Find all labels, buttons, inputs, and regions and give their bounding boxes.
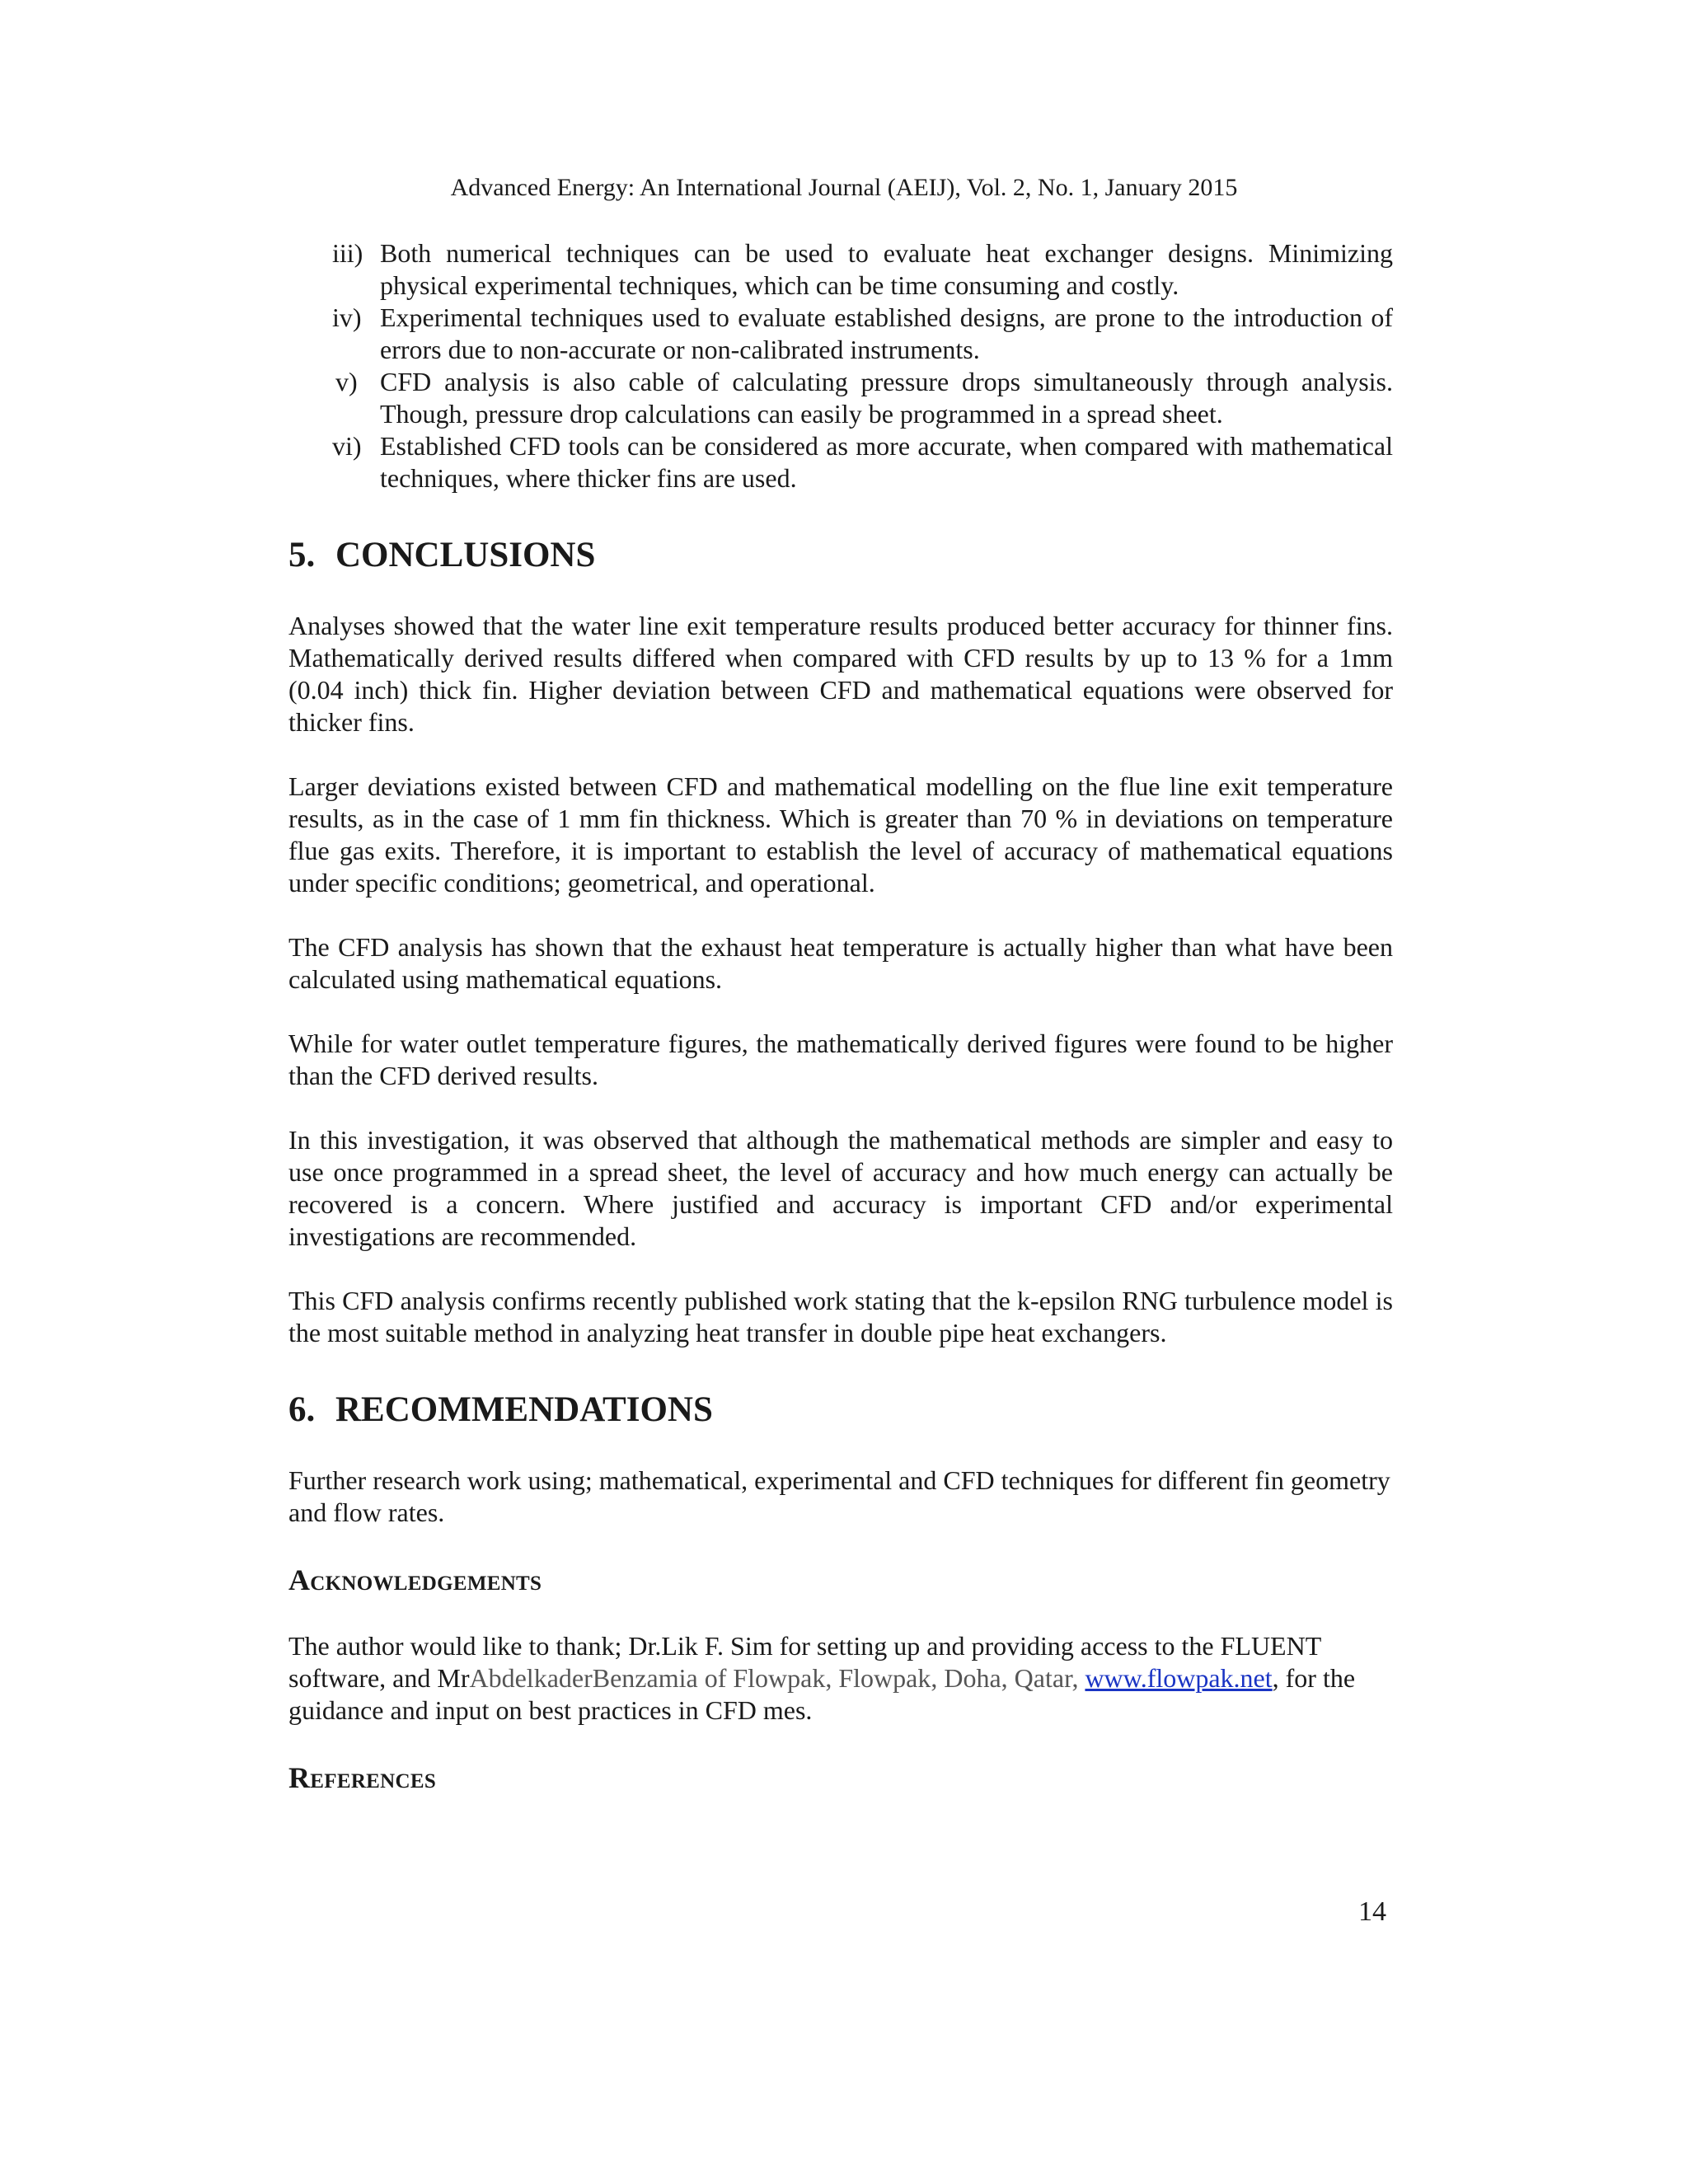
section-heading-recommendations (288, 1389, 1393, 1432)
list-item (288, 237, 1393, 302)
list-item (288, 302, 1393, 366)
list-marker: iii) (332, 238, 363, 268)
flowpak-link[interactable]: www.flowpak.net (1085, 1663, 1273, 1693)
running-header: Advanced Energy: An International Journal (AEIJ), Vol. 2, No. 1, January 2015 (450, 174, 1238, 201)
list-marker: vi) (332, 431, 362, 461)
list-item-text: CFD analysis is also cable of calculating pressure drops simultaneously through analysis. Though, pressure drop calculations can easily be programmed in a spread sheet. (380, 367, 1393, 429)
page-content (288, 237, 1393, 1828)
conclusions-paragraph: The CFD analysis has shown that the exhaust heat temperature is actually higher than what have been calculated using mathematical equations. (288, 932, 1393, 994)
conclusions-paragraph: Analyses showed that the water line exit temperature results produced better accuracy for thinner fins. Mathematically derived results differed when compared with CFD results by up to 13 % for a 1mm (0.04 inch) thick fin. Higher deviation between CFD and mathematical equations were observed for thicker fins. (288, 611, 1393, 737)
section-title: RECOMMENDATIONS (335, 1390, 713, 1429)
list-marker: iv) (332, 302, 362, 332)
list-item (288, 430, 1393, 494)
recommendations-paragraph: Further research work using; mathematical, experimental and CFD techniques for different fin geometry and flow rates. (288, 1465, 1390, 1527)
conclusions-paragraph: In this investigation, it was observed that although the mathematical methods are simpler and easy to use once programmed in a spread sheet, the level of accuracy and how much energy can actually be recovered is a concern. Where justified and accuracy is important CFD and/or experimental investigations are recommended. (288, 1125, 1393, 1251)
conclusions-paragraph: This CFD analysis confirms recently published work stating that the k-epsilon RNG turbulence model is the most suitable method in analyzing heat transfer in double pipe heat exchangers. (288, 1286, 1393, 1347)
list-item-text: Experimental techniques used to evaluate established designs, are prone to the introduction of errors due to non-accurate or non-calibrated instruments. (380, 302, 1393, 364)
references-heading: References (288, 1761, 437, 1794)
acknowledgements-heading: Acknowledgements (288, 1563, 542, 1596)
section-heading-conclusions (288, 534, 1393, 577)
list-item-text: Both numerical techniques can be used to evaluate heat exchanger designs. Minimizing physical experimental techniques, which can be time consuming and costly. (380, 238, 1393, 300)
list-marker: v) (335, 367, 358, 396)
section-title: CONCLUSIONS (335, 536, 596, 574)
acknowledgements-text-end: , for the guidance and input on best practices in CFD mes. (288, 1663, 1356, 1725)
acknowledgements-text: The author would like to thank; Dr.Lik F. Sim for setting up and providing access to the FLUENT software, and Mr (288, 1631, 1321, 1693)
section-number: 6. (288, 1390, 316, 1429)
page-number: 14 (1358, 1896, 1386, 1927)
conclusions-paragraph: While for water outlet temperature figures, the mathematically derived figures were found to be higher than the CFD derived results. (288, 1029, 1393, 1090)
acknowledgements-affiliation: AbdelkaderBenzamia of Flowpak, Flowpak, Doha, Qatar, (469, 1663, 1085, 1693)
conclusions-paragraph: Larger deviations existed between CFD and mathematical modelling on the flue line exit temperature results, as in the case of 1 mm fin thickness. Which is greater than 70 % in deviations on temperature flue gas exits. Therefore, it is important to establish the level of accuracy of mathematical equations under specific conditions; geometrical, and operational. (288, 771, 1393, 898)
findings-list (288, 237, 1393, 494)
list-item-text: Established CFD tools can be considered as more accurate, when compared with mathematical techniques, where thicker fins are used. (380, 431, 1393, 493)
section-number: 5. (288, 536, 316, 574)
list-item (288, 366, 1393, 430)
acknowledgements-paragraph (288, 1630, 1393, 1727)
